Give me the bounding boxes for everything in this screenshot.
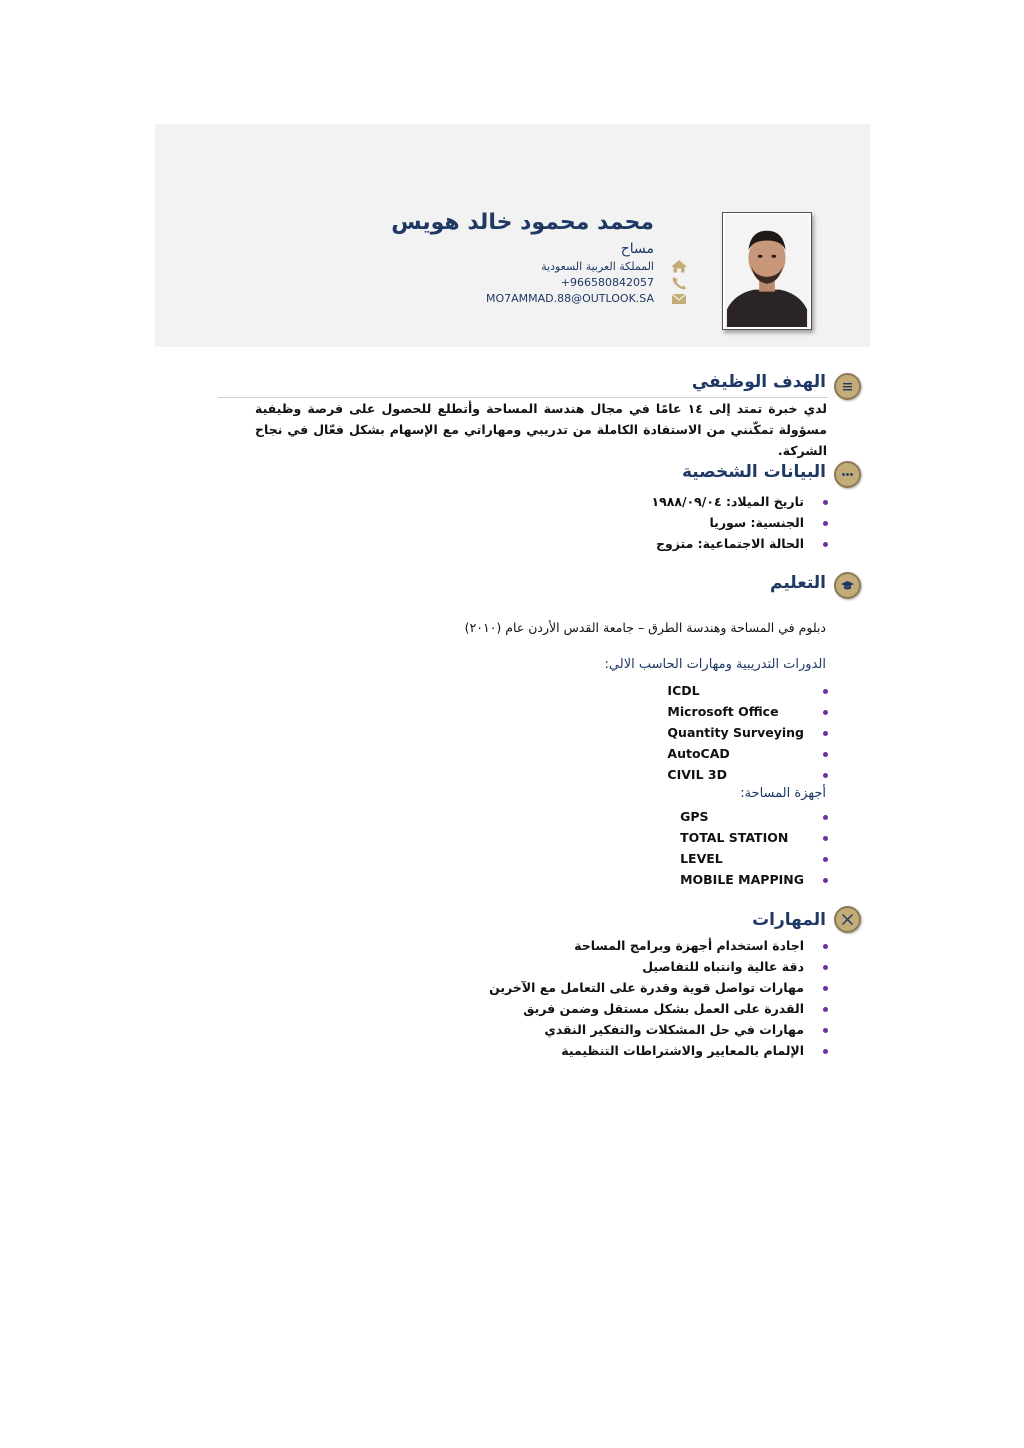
graduation-cap-icon <box>834 572 861 599</box>
list-item: الجنسية: سوريا <box>651 512 828 533</box>
ellipsis-icon <box>834 461 861 488</box>
devices-heading: أجهزة المساحة: <box>740 786 826 801</box>
phone-icon <box>670 276 688 290</box>
list-item: CIVIL 3D <box>667 764 828 785</box>
degree-text: دبلوم في المساحة وهندسة الطرق – جامعة القدس الأردن عام (٢٠١٠) <box>464 620 826 635</box>
phone-text[interactable]: +966580842057 <box>560 276 654 289</box>
location-text: المملكة العربية السعودية <box>541 260 654 273</box>
list-item: دقة عالية وانتباه للتفاصيل <box>489 956 828 977</box>
profile-photo <box>722 212 812 330</box>
objective-text: لدي خبرة تمتد إلى ١٤ عامًا في مجال هندسة المساحة وأتطلع للحصول على فرصة وظيفية مسؤولة تمكّنني من الاستفادة الكاملة من تدريبي ومهاراتي مع الإسهام بشكل فعّال في نجاح الشركة. <box>255 401 827 458</box>
list-item: مهارات في حل المشكلات والتفكير النقدي <box>489 1019 828 1040</box>
list-item: GPS <box>680 806 828 827</box>
education-heading: التعليم <box>770 573 826 593</box>
courses-heading: الدورات التدريبية ومهارات الحاسب الالي: <box>604 657 826 672</box>
list-item: اجادة استخدام أجهزة وبرامج المساحة <box>489 935 828 956</box>
home-icon <box>670 259 688 273</box>
list-item: MOBILE MAPPING <box>680 869 828 890</box>
list-item: مهارات تواصل قوية وقدرة على التعامل مع الآخرين <box>489 977 828 998</box>
skills-heading: المهارات <box>752 910 826 930</box>
email-link[interactable]: MO7AMMAD.88@OUTLOOK.SA <box>485 292 654 305</box>
list-item: TOTAL STATION <box>680 827 828 848</box>
list-item: تاريخ الميلاد: ١٩٨٨/٠٩/٠٤ <box>651 491 828 512</box>
envelope-icon <box>670 292 688 306</box>
personal-list <box>651 491 828 554</box>
list-item: القدرة على العمل بشكل مستقل وضمن فريق <box>489 998 828 1019</box>
courses-list <box>667 680 828 785</box>
personal-heading: البيانات الشخصية <box>681 462 826 482</box>
devices-list <box>680 806 828 890</box>
list-item: AutoCAD <box>667 743 828 764</box>
candidate-name: محمد محمود خالد هويس <box>391 210 654 235</box>
list-item: الحالة الاجتماعية: متزوج <box>651 533 828 554</box>
list-item: الإلمام بالمعايير والاشتراطات التنظيمية <box>489 1040 828 1061</box>
list-item: ICDL <box>667 680 828 701</box>
list-item: LEVEL <box>680 848 828 869</box>
list-icon <box>834 373 861 400</box>
job-title: مساح <box>620 241 654 257</box>
skills-list <box>489 935 828 1061</box>
list-item: Microsoft Office <box>667 701 828 722</box>
tools-icon <box>834 906 861 933</box>
objective-heading: الهدف الوظيفي <box>691 372 826 392</box>
list-item: Quantity Surveying <box>667 722 828 743</box>
